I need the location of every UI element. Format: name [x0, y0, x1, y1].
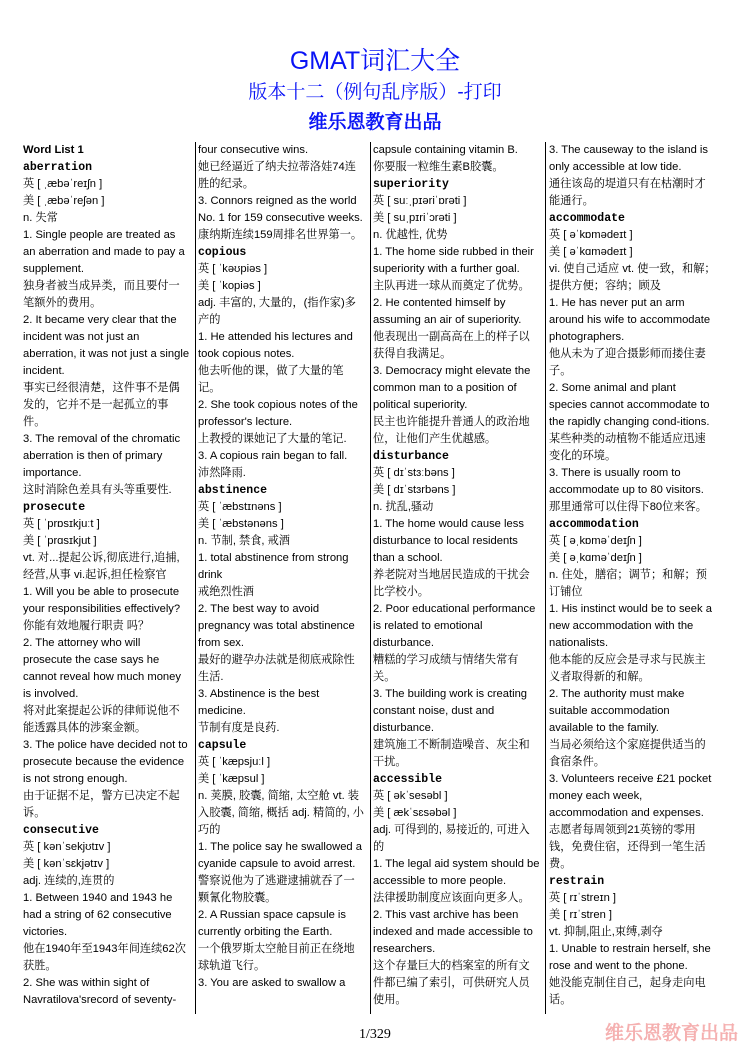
entry-line: 英 [ ˈprɒsɪkjuːt ]	[23, 518, 100, 530]
entry-line: 法律援助制度应该面向更多人。	[373, 892, 530, 904]
entry-line: 英 [ ˈkæpsjuːl ]	[198, 756, 271, 768]
entry-line: 2. This vast archive has been indexed and made accessible to researchers.	[373, 909, 533, 955]
entry-line: 事实已经很清楚，这件事不是偶发的，它并不是一起孤立的事件。	[23, 382, 180, 428]
entry-line: 3. A copious rain began to fall.	[198, 450, 348, 462]
entry-line: 美 [ rɪˈstren ]	[549, 909, 613, 921]
entry-line: 美 [ ˌæbəˈreʃən ]	[23, 195, 105, 207]
entry-line: 3. The removal of the chromatic aberration is then of primary importance.	[23, 433, 181, 479]
entry-line: 1. The legal aid system should be accessible to more people.	[373, 858, 540, 887]
entry-line: 由于证据不足，警方已决定不起诉。	[23, 790, 180, 819]
entry-line: 主队再进一球从而奠定了优势。	[373, 280, 530, 292]
vocab-headword: restrain	[549, 875, 605, 888]
entry-line: n. 住处，膳宿；调节；和解；预订铺位	[549, 569, 707, 598]
entry-line: 1. Between 1940 and 1943 he had a string of 62 consecutive victories.	[23, 892, 173, 938]
entry-line: 1. The police say he swallowed a cyanide capsule to avoid arrest.	[198, 841, 362, 870]
entry-line: 1. Unable to restrain herself, she rose and went to the phone.	[549, 943, 711, 972]
vocabulary-columns	[23, 142, 727, 1014]
entry-line: 英 [ dɪˈstɜːbəns ]	[373, 467, 455, 479]
entry-line: n. 荚膜, 胶囊, 简缩, 太空舱 vt. 装入胶囊, 简缩, 概括 adj. 精简的, 小巧的	[198, 790, 364, 836]
entry-line: 美 [ suˌpɪriˈɔrəti ]	[373, 212, 457, 224]
entry-line: 3. You are asked to swallow a	[198, 977, 346, 989]
entry-line: capsule containing vitamin B.	[373, 144, 518, 156]
entry-line: 英 [ kənˈsekjʊtɪv ]	[23, 841, 111, 853]
entry-line: 1. The home side rubbed in their superiority with a further goal.	[373, 246, 534, 275]
vocab-headword: accommodation	[549, 518, 639, 531]
vocab-headword: copious	[198, 246, 247, 259]
entry-line: 你要服一粒维生素B胶囊。	[373, 161, 504, 173]
entry-line: 一个俄罗斯太空舱目前正在绕地球轨道飞行。	[198, 943, 355, 972]
entry-line: 你能有效地履行职责 吗？	[23, 620, 150, 632]
entry-line: 建筑施工不断制造噪音、灰尘和干扰。	[373, 739, 530, 768]
entry-line: n. 扰乱,骚动	[373, 501, 434, 513]
column-3	[373, 142, 543, 1014]
vocab-headword: disturbance	[373, 450, 449, 463]
entry-line: 康纳斯连续159周排名世界第一。	[198, 229, 363, 241]
entry-line: 英 [ ˈkəʊpiəs ]	[198, 263, 268, 275]
entry-line: vt. 抑制,阻止,束缚,剥夺	[549, 926, 663, 938]
entry-line: 3. There is usually room to accommodate up to 80 visitors.	[549, 467, 704, 496]
document-title: GMAT词汇大全	[289, 47, 461, 75]
entry-line: 他从未为了迎合摄影师而搂住妻子。	[549, 348, 706, 377]
entry-line: 1. Will you be able to prosecute your responsibilities effectively?	[23, 586, 181, 615]
entry-line: 3. Democracy might elevate the common man to a position of political superiority.	[373, 365, 531, 411]
entry-line: 2. Some animal and plant species cannot accommodate to the rapidly changing cond-itions.	[549, 382, 710, 428]
entry-line: 他表现出一副高高在上的样子以获得自我满足。	[373, 331, 530, 360]
entry-line: 2. The attorney who will prosecute the case says he cannot reveal how much money is involved.	[23, 637, 181, 700]
entry-line: 最好的避孕办法就是彻底戒除性生活.	[198, 654, 355, 683]
entry-line: 3. The causeway to the island is only accessible at low tide.	[549, 144, 708, 173]
vocab-headword: capsule	[198, 739, 247, 752]
entry-line: 英 [ əˈkɒmədeɪt ]	[549, 229, 633, 241]
entry-line: 美 [ ˈprɑsɪkjut ]	[23, 535, 97, 547]
entry-line: 英 [ əkˈsesəbl ]	[373, 790, 448, 802]
entry-line: 1. He has never put an arm around his wife to accommodate photographers.	[549, 297, 711, 343]
entry-line: 2. Poor educational performance is related to emotional disturbance.	[373, 603, 536, 649]
column-divider	[370, 142, 371, 1014]
entry-line: n. 节制, 禁食, 戒酒	[198, 535, 290, 547]
vocab-headword: aberration	[23, 161, 93, 174]
entry-line: 英 [ əˌkɒməˈdeɪʃn ]	[549, 535, 642, 547]
entry-line: 戒绝烈性酒	[198, 586, 254, 598]
entry-line: vt. 对...提起公诉,彻底进行,追捕,经营,从事 vi.起诉,担任检察官	[23, 552, 180, 581]
entry-line: 3. Volunteers receive £21 pocket money each week, accommodation and expenses.	[549, 773, 712, 819]
entry-line: 美 [ əˈkɑmədeɪt ]	[549, 246, 633, 258]
entry-line: 3. Connors reigned as the world No. 1 for 159 consecutive weeks.	[198, 195, 363, 224]
entry-line: 这时消除色差具有头等重要性.	[23, 484, 172, 496]
entry-line: 她已经逼近了纳夫拉蒂洛娃74连胜的纪录。	[198, 161, 356, 190]
entry-line: 这个存量巨大的档案室的所有文件都已编了索引，可供研究人员使用。	[373, 960, 530, 1006]
entry-line: 2. He contented himself by assuming an air of superiority.	[373, 297, 522, 326]
entry-line: 1. Single people are treated as an aberration and made to pay a supplement.	[23, 229, 185, 275]
document-subtitle: 版本十二（例句乱序版）-打印	[248, 82, 502, 103]
column-divider	[545, 142, 546, 1014]
entry-line: 英 [ ˈæbstɪnəns ]	[198, 501, 282, 513]
entry-line: 美 [ ˈæbstənəns ]	[198, 518, 284, 530]
column-1	[23, 142, 193, 1014]
entry-line: 2. A Russian space capsule is currently orbiting the Earth.	[198, 909, 347, 938]
vocab-headword: superiority	[373, 178, 449, 191]
entry-line: 将对此案提起公诉的律师说他不能透露具体的涉案金额。	[23, 705, 180, 734]
publisher-watermark: 维乐恩教育出品	[604, 1023, 738, 1044]
publisher-line: 维乐恩教育出品	[308, 112, 442, 133]
entry-line: 1. The home would cause less disturbance to local residents than a school.	[373, 518, 524, 564]
entry-line: 节制有度是良药.	[198, 722, 280, 734]
title-block	[0, 44, 750, 138]
entry-line: 英 [ suːˌpɪəriˈɒrəti ]	[373, 195, 467, 207]
entry-line: 志愿者每周领到21英镑的零用钱，免费住宿，还得到一笔生活费。	[549, 824, 706, 870]
entry-line: 某些种类的动植物不能适应迅速变化的环境。	[549, 433, 706, 462]
entry-line: 民主也许能提升普通人的政治地位，让他们产生优越感。	[373, 416, 530, 445]
entry-line: 2. She took copious notes of the professor's lecture.	[198, 399, 358, 428]
entry-line: 当局必须给这个家庭提供适当的食宿条件。	[549, 739, 706, 768]
entry-line: 2. She was within sight of Navratilova'srecord of seventy-	[23, 977, 177, 1006]
entry-line: 那里通常可以住得下80位来客。	[549, 501, 707, 513]
entry-line: vi. 使自己适应 vt. 使一致，和解；提供方便；容纳；顾及	[549, 263, 716, 292]
entry-line: 他在1940年至1943年间连续62次获胜。	[23, 943, 186, 972]
entry-line: 美 [ kənˈsɛkjətɪv ]	[23, 858, 110, 870]
entry-line: n. 失常	[23, 212, 58, 224]
entry-line: 3. The police have decided not to prosecute because the evidence is not strong enough.	[23, 739, 188, 785]
entry-line: adj. 可得到的, 易接近的, 可进入的	[373, 824, 530, 853]
entry-line: 警察说他为了逃避逮捕就吞了一颗氰化物胶囊。	[198, 875, 355, 904]
vocab-headword: accommodate	[549, 212, 625, 225]
column-2	[198, 142, 368, 1014]
entry-line: four consecutive wins.	[198, 144, 309, 156]
vocab-headword: consecutive	[23, 824, 99, 837]
entry-line: 3. The building work is creating constant noise, dust and disturbance.	[373, 688, 528, 734]
entry-line: 美 [ ækˈsɛsəbəl ]	[373, 807, 457, 819]
vocab-headword: accessible	[373, 773, 443, 786]
entry-line: 上教授的课她记了大量的笔记.	[198, 433, 347, 445]
entry-line: 通往该岛的堤道只有在枯潮时才能通行。	[549, 178, 706, 207]
entry-line: adj. 连续的,连贯的	[23, 875, 115, 887]
entry-line: 美 [ ˈkæpsul ]	[198, 773, 265, 785]
entry-line: 1. He attended his lectures and took copious notes.	[198, 331, 353, 360]
entry-line: 他本能的反应会是寻求与民族主义者取得新的和解。	[549, 654, 706, 683]
entry-line: 2. The authority must make suitable accommodation available to the family.	[549, 688, 685, 734]
entry-line: 独身者被当成异类，而且要付一笔额外的费用。	[23, 280, 180, 309]
entry-line: 美 [ dɪˈstɜrbəns ]	[373, 484, 456, 496]
entry-line: 2. It became very clear that the incident was not just an aberration, it was not just a single incident.	[23, 314, 190, 377]
entry-line: 美 [ əˌkɑməˈdeɪʃn ]	[549, 552, 642, 564]
entry-line: 3. Abstinence is the best medicine.	[198, 688, 320, 717]
entry-line: 英 [ ˌæbəˈreɪʃn ]	[23, 178, 103, 190]
entry-line: 养老院对当地居民造成的干扰会比学校小。	[373, 569, 530, 598]
page-number: 1/329	[359, 1027, 391, 1042]
entry-line: 他去听他的课，做了大量的笔记。	[198, 365, 344, 394]
entry-line: 2. The best way to avoid pregnancy was total abstinence from sex.	[198, 603, 355, 649]
entry-line: 英 [ rɪˈstreɪn ]	[549, 892, 617, 904]
vocab-headword: abstinence	[198, 484, 268, 497]
entry-line: adj. 丰富的, 大量的，(指作家)多产的	[198, 297, 356, 326]
entry-line: 1. His instinct would be to seek a new accommodation with the nationalists.	[549, 603, 712, 649]
column-divider	[195, 142, 196, 1014]
entry-line: 糟糕的学习成绩与情绪失常有关。	[373, 654, 519, 683]
entry-line: 她没能克制住自己，起身走向电话。	[549, 977, 706, 1006]
vocab-headword: prosecute	[23, 501, 86, 514]
entry-line: 美 [ ˈkopiəs ]	[198, 280, 261, 292]
column-4	[549, 142, 719, 1014]
entry-line: 沛然降雨.	[198, 467, 246, 479]
entry-line: n. 优越性, 优势	[373, 229, 448, 241]
word-list-heading: Word List 1	[23, 144, 84, 156]
entry-line: 1. total abstinence from strong drink	[198, 552, 349, 581]
